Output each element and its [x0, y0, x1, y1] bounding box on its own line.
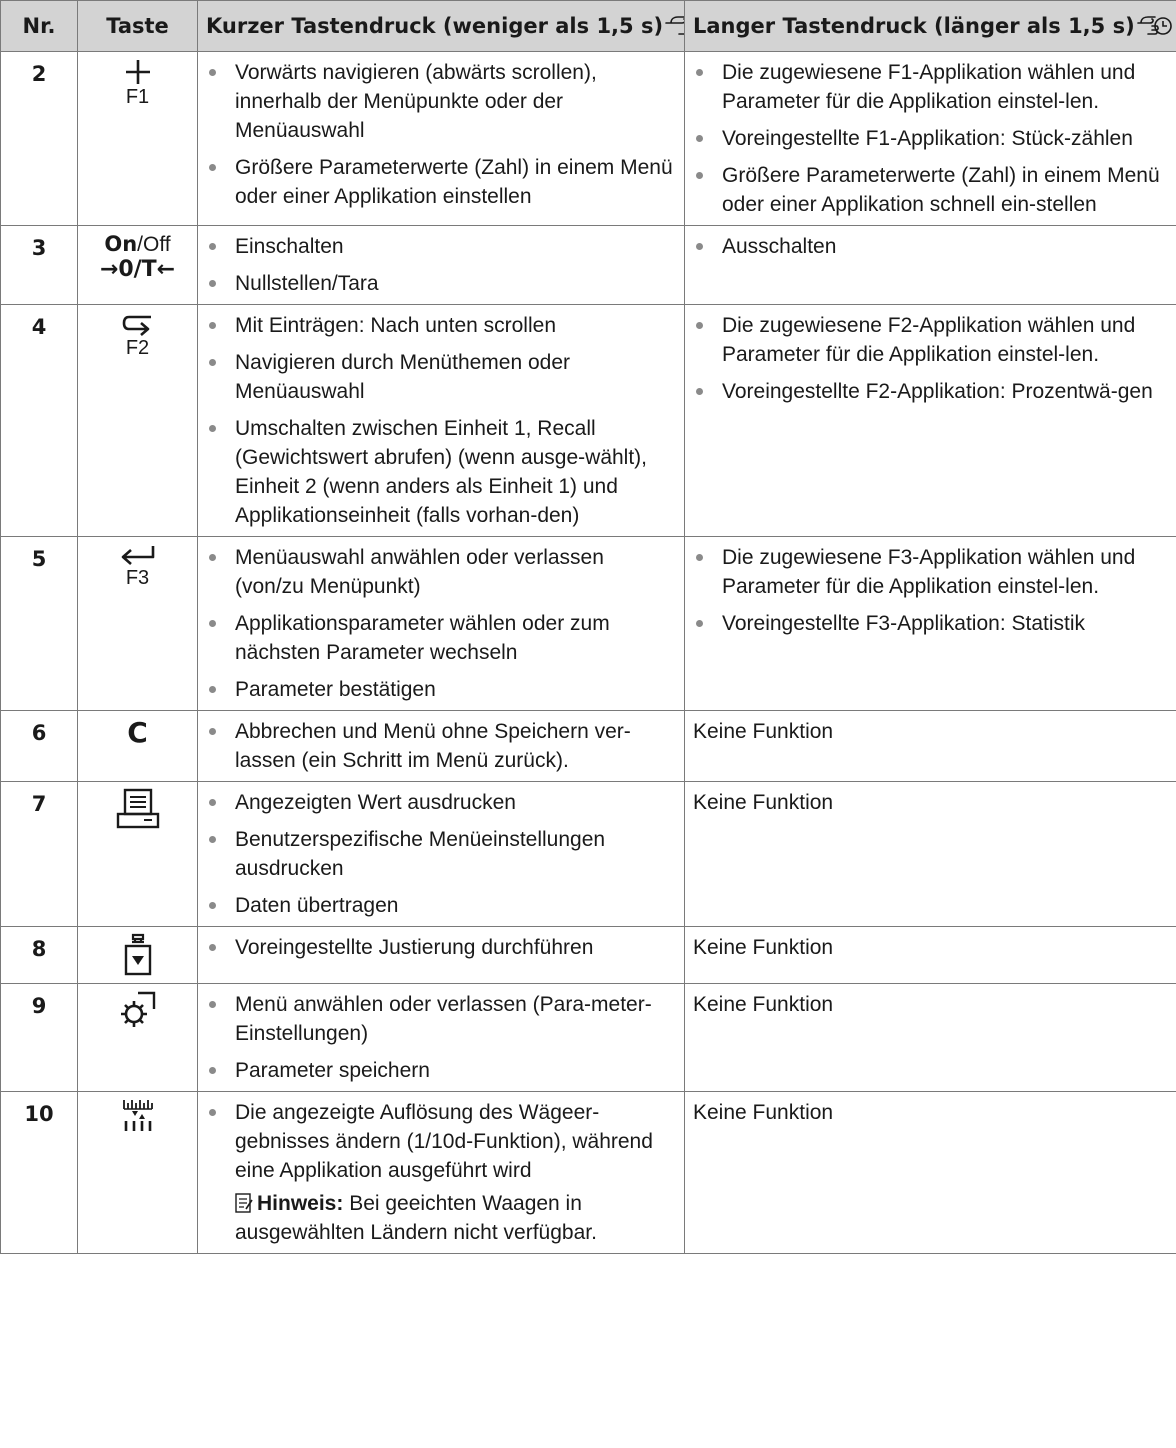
list-item: Parameter speichern [206, 1056, 676, 1085]
list-item: Abbrechen und Menü ohne Speichern ver-lassen (ein Schritt im Menü zurück). [206, 717, 676, 775]
zero-tare-key-label: →0/T← [99, 257, 176, 282]
printer-icon [116, 788, 160, 830]
list-item: Menü anwählen oder verlassen (Para-meter-Einstellungen) [206, 990, 676, 1048]
row-nr: 4 [1, 305, 78, 537]
row-nr: 8 [1, 927, 78, 984]
row-nr: 6 [1, 711, 78, 782]
key-label-f1: F1 [125, 86, 150, 108]
hand-hold-icon [1137, 14, 1173, 36]
row-nr: 5 [1, 537, 78, 711]
plus-icon [124, 58, 152, 86]
row-nr: 9 [1, 984, 78, 1092]
list-item: Mit Einträgen: Nach unten scrollen [206, 311, 676, 340]
kurz-cell [198, 782, 685, 927]
list-item: Parameter bestätigen [206, 675, 676, 704]
lang-cell [685, 226, 1176, 305]
list-item: Menüauswahl anwählen oder verlassen (von/zu Menüpunkt) [206, 543, 676, 601]
list-item: Navigieren durch Menüthemen oder Menüauswahl [206, 348, 676, 406]
table-row [1, 1092, 1176, 1254]
key-label-f2: F2 [125, 337, 150, 359]
key-cell [78, 226, 198, 305]
list-item: Die zugewiesene F3-Applikation wählen und Parameter für die Applikation einstel-len. [693, 543, 1168, 601]
kurz-cell [198, 52, 685, 226]
list-item: Die zugewiesene F1-Applikation wählen und Parameter für die Applikation einstel-len. [693, 58, 1168, 116]
header-nr: Nr. [1, 1, 78, 52]
list-item: Daten übertragen [206, 891, 676, 920]
list-item: Applikationsparameter wählen oder zum nächsten Parameter wechseln [206, 609, 676, 667]
row-nr: 2 [1, 52, 78, 226]
settings-gear-icon [118, 990, 158, 1030]
table-row [1, 984, 1176, 1092]
note-icon [235, 1193, 253, 1213]
key-cell [78, 1092, 198, 1254]
lang-cell: Keine Funktion [685, 782, 1176, 927]
off-label: /Off [137, 233, 171, 256]
note [206, 1189, 676, 1247]
key-cell [78, 711, 198, 782]
kurz-cell [198, 711, 685, 782]
kurz-cell [198, 305, 685, 537]
header-lang-text: Langer Tastendruck (länger als 1,5 s) [693, 14, 1135, 38]
lang-cell: Keine Funktion [685, 711, 1176, 782]
on-off-key-label [86, 232, 189, 257]
table-row [1, 52, 1176, 226]
list-item: Voreingestellte F2-Applikation: Prozentwä-gen [693, 377, 1168, 406]
list-item: Benutzerspezifische Menüeinstellungen ausdrucken [206, 825, 676, 883]
table-row [1, 226, 1176, 305]
row-nr: 3 [1, 226, 78, 305]
key-cell [78, 305, 198, 537]
key-cell [78, 537, 198, 711]
list-item: Umschalten zwischen Einheit 1, Recall (Gewichtswert abrufen) (wenn ausge-wählt), Einheit 2 (wenn anders als Einheit 1) und Applikationseinheit (falls vorhan-den) [206, 414, 676, 530]
table-row [1, 537, 1176, 711]
lang-cell: Keine Funktion [685, 984, 1176, 1092]
lang-cell [685, 52, 1176, 226]
kurz-cell [198, 984, 685, 1092]
on-label: On [104, 232, 138, 256]
key-cell [78, 927, 198, 984]
table-row [1, 711, 1176, 782]
hand-tap-icon [665, 14, 684, 36]
list-item: Voreingestellte F3-Applikation: Statistik [693, 609, 1168, 638]
key-cell [78, 52, 198, 226]
table-row [1, 305, 1176, 537]
table-row [1, 927, 1176, 984]
kurz-cell [198, 226, 685, 305]
lang-cell: Keine Funktion [685, 1092, 1176, 1254]
kurz-cell [198, 537, 685, 711]
table-row [1, 782, 1176, 927]
header-kurz-text: Kurzer Tastendruck (weniger als 1,5 s) [206, 14, 664, 38]
resolution-icon [121, 1098, 155, 1132]
key-cell [78, 984, 198, 1092]
list-item: Einschalten [206, 232, 676, 261]
adjustment-weight-icon [123, 933, 153, 977]
table-header-row [1, 1, 1176, 52]
note-text: Bei geeichten Waagen in ausgewählten Ländern nicht verfügbar. [235, 1192, 597, 1244]
key-cell [78, 782, 198, 927]
list-item: Die angezeigte Auflösung des Wägeer-gebnisses ändern (1/10d-Funktion), während eine Applikation ausgeführt wird [206, 1098, 676, 1185]
lang-cell: Keine Funktion [685, 927, 1176, 984]
list-item: Vorwärts navigieren (abwärts scrollen), innerhalb der Menüpunkte oder der Menüauswahl [206, 58, 676, 145]
note-label: Hinweis: [257, 1192, 344, 1215]
list-item: Größere Parameterwerte (Zahl) in einem Menü oder einer Applikation einstellen [206, 153, 676, 211]
list-item: Angezeigten Wert ausdrucken [206, 788, 676, 817]
list-item: Größere Parameterwerte (Zahl) in einem Menü oder einer Applikation schnell ein-stellen [693, 161, 1168, 219]
header-lang [685, 1, 1176, 52]
list-item: Voreingestellte Justierung durchführen [206, 933, 676, 962]
list-item: Voreingestellte F1-Applikation: Stück-zählen [693, 124, 1168, 153]
header-kurz [198, 1, 685, 52]
header-taste: Taste [78, 1, 198, 52]
enter-arrow-icon [120, 543, 156, 567]
cancel-key-label: C [127, 716, 148, 749]
kurz-cell [198, 1092, 685, 1254]
list-item: Ausschalten [693, 232, 1168, 261]
lang-cell [685, 305, 1176, 537]
switch-arrow-icon [121, 311, 155, 337]
list-item: Nullstellen/Tara [206, 269, 676, 298]
lang-cell [685, 537, 1176, 711]
list-item: Die zugewiesene F2-Applikation wählen und Parameter für die Applikation einstel-len. [693, 311, 1168, 369]
row-nr: 10 [1, 1092, 78, 1254]
kurz-cell [198, 927, 685, 984]
key-label-f3: F3 [125, 567, 150, 589]
row-nr: 7 [1, 782, 78, 927]
